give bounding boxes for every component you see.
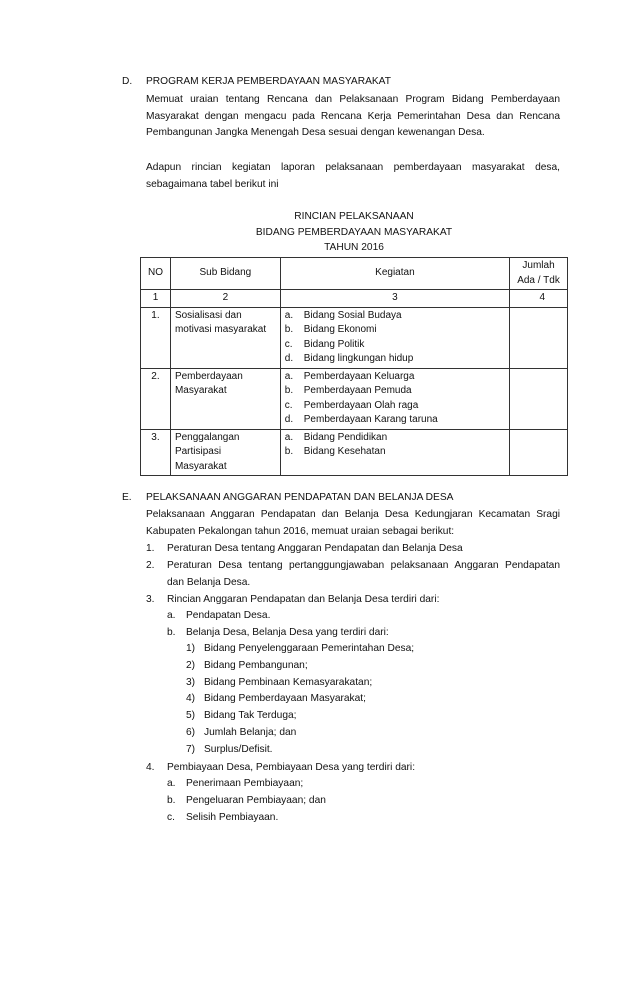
table-title [140,209,568,256]
list-item-text: Bidang Penyelenggaraan Pemerintahan Desa; [204,643,415,654]
kegiatan-item [285,445,505,460]
list-number: 1. [146,543,155,554]
list-item-text: Selisih Pembiayaan. [186,811,279,823]
row-number: 1. [141,307,171,368]
paragraph-line: Masyarakat dengan mengacu pada Rencana Kerja Pemerintahan Desa dan Rencana [146,110,560,122]
list-number: 4) [186,693,196,705]
kegiatan-letter: d. [284,414,294,425]
list-letter: c. [167,811,175,823]
kegiatan-text: Pemberdayaan Karang taruna [303,414,438,425]
kegiatan-text: Pemberdayaan Keluarga [303,370,415,382]
kegiatan-item [285,384,505,399]
kegiatan-item [285,352,505,367]
list-item-text: dan Belanja Desa. [167,577,251,588]
list-item-text: Penerimaan Pembiayaan; [186,778,304,789]
section-d-marker: D. [122,76,133,87]
rincian-table [140,257,568,476]
list-item-text: Peraturan Desa tentang pertanggungjawaban pelaksanaan Anggaran Pendapatan [167,560,560,571]
kegiatan-text: Bidang Politik [303,338,365,350]
jumlah-cell [510,307,568,368]
kegiatan-cell [280,368,509,429]
belanja-sublist [186,641,414,759]
sub-bidang-cell [170,307,280,368]
section-e-heading: PELAKSANAAN ANGGARAN PENDAPATAN DAN BELANJA DESA [146,492,454,503]
row-number: 3. [141,429,171,476]
list-item-text: Belanja Desa, Belanja Desa yang terdiri dari: [186,627,389,638]
list-letter: a. [167,778,176,789]
paragraph-line: Pembangunan Jangka Menengah Desa sesuai dengan kewenangan Desa. [146,127,485,138]
kegiatan-letter: c. [284,338,293,350]
section-e-marker: E. [122,492,132,503]
jumlah-cell [510,368,568,429]
paragraph-line: Memuat uraian tentang Rencana dan Pelaksanaan Program Bidang Pemberdayaan [146,94,560,105]
sub-bidang-cell [170,429,280,476]
section-d-heading: PROGRAM KERJA PEMBERDAYAAN MASYARAKAT [146,76,391,87]
list-item-text: Rincian Anggaran Pendapatan dan Belanja Desa terdiri dari: [167,594,440,605]
section-d-paragraph-1 [146,92,560,142]
kegiatan-letter: b. [284,324,294,335]
paragraph-line: Adapun rincian kegiatan laporan pelaksanaan pemberdayaan masyarakat desa, [146,162,560,173]
kegiatan-letter: a. [284,309,294,321]
list-item-text: Bidang Pembinaan Kemasyarakatan; [204,676,373,688]
list-item [186,725,414,742]
kegiatan-text: Bidang Kesehatan [303,446,386,457]
list-item-text: Bidang Tak Terduga; [204,710,297,722]
sub-bidang-line: Masyarakat [174,460,227,472]
list-number: 6) [186,726,196,738]
list-number: 3) [186,676,196,688]
sub-bidang-cell [170,368,280,429]
table-title-line: RINCIAN PELAKSANAAN [294,211,414,222]
list-number: 4. [146,762,155,773]
list-item [186,658,414,675]
header-jumlah-line: Jumlah [522,260,555,271]
list-item-text: Pendapatan Desa. [186,610,271,621]
list-item-text: Pembiayaan Desa, Pembiayaan Desa yang terdiri dari: [167,762,416,773]
kegiatan-text: Bidang Ekonomi [303,324,377,335]
kegiatan-text: Pemberdayaan Olah raga [303,399,419,411]
kegiatan-item [285,370,505,385]
kegiatan-text: Bidang lingkungan hidup [303,353,414,364]
kegiatan-item [285,399,505,414]
sub-bidang-line: Sosialisasi dan [174,309,242,321]
section-d-paragraph-2 [146,160,560,193]
header-jumlah-line: Ada / Tdk [517,274,560,286]
list-item [167,810,326,827]
kegiatan-letter: b. [284,446,294,457]
column-number: 1 [141,290,171,308]
list-letter: b. [167,627,176,638]
list-item-text: Jumlah Belanja; dan [204,726,297,738]
kegiatan-item [285,323,505,338]
header-kegiatan: Kegiatan [280,258,509,290]
column-number-row [141,290,568,308]
sub-bidang-line: motivasi masyarakat [174,324,267,335]
list-number: 5) [186,710,196,722]
list-number: 2. [146,560,155,571]
list-item-text: Bidang Pembangunan; [204,659,308,671]
list-item [186,675,414,692]
paragraph-line: Kabupaten Pekalongan tahun 2016, memuat uraian sebagai berikut: [146,525,455,537]
sub-bidang-line: Pemberdayaan [174,370,243,382]
list-item-text: Surplus/Defisit. [204,743,273,755]
list-item [186,708,414,725]
list-item-text: Peraturan Desa tentang Anggaran Pendapatan dan Belanja Desa [167,543,463,554]
header-jumlah [510,258,568,290]
kegiatan-letter: a. [284,370,294,382]
table-row [141,307,568,368]
list-number: 2) [186,659,196,671]
table-title-line: TAHUN 2016 [324,242,384,253]
table-row [141,368,568,429]
kegiatan-item [285,431,505,446]
column-number: 3 [280,290,509,308]
list-number: 3. [146,594,155,605]
list-item [167,793,326,810]
header-sub-bidang: Sub Bidang [170,258,280,290]
list-letter: b. [167,794,176,806]
kegiatan-text: Bidang Sosial Budaya [303,309,402,321]
kegiatan-item [285,309,505,324]
column-number: 2 [170,290,280,308]
list-item [186,691,414,708]
list-number: 1) [186,643,196,654]
kegiatan-cell [280,307,509,368]
kegiatan-text: Bidang Pendidikan [303,431,388,443]
pembiayaan-sublist [167,776,326,826]
kegiatan-letter: d. [284,353,294,364]
kegiatan-cell [280,429,509,476]
kegiatan-letter: a. [284,431,294,443]
section-e-intro [146,507,560,540]
sub-bidang-line: Masyarakat [174,385,227,396]
sub-bidang-line: Penggalangan [174,431,240,443]
kegiatan-letter: c. [284,399,293,411]
list-item-text: Pengeluaran Pembiayaan; dan [186,794,326,806]
row-number: 2. [141,368,171,429]
list-letter: a. [167,610,176,621]
kegiatan-item [285,413,505,428]
table-title-line: BIDANG PEMBERDAYAAN MASYARAKAT [255,226,453,238]
kegiatan-text: Pemberdayaan Pemuda [303,385,412,396]
list-number: 7) [186,743,196,755]
list-item-text: Bidang Pemberdayaan Masyarakat; [204,693,366,705]
sub-bidang-line: Partisipasi [174,446,222,457]
column-number: 4 [510,290,568,308]
kegiatan-item [285,338,505,353]
paragraph-line: sebagaimana tabel berikut ini [146,178,279,190]
list-item [167,776,326,793]
table-header-row [141,258,568,290]
paragraph-line: Pelaksanaan Anggaran Pendapatan dan Belanja Desa Kedungjaran Kecamatan Sragi [146,509,560,520]
jumlah-cell [510,429,568,476]
table-row [141,429,568,476]
header-no: NO [141,258,171,290]
kegiatan-letter: b. [284,385,294,396]
list-item [186,742,414,759]
list-item [186,641,414,658]
